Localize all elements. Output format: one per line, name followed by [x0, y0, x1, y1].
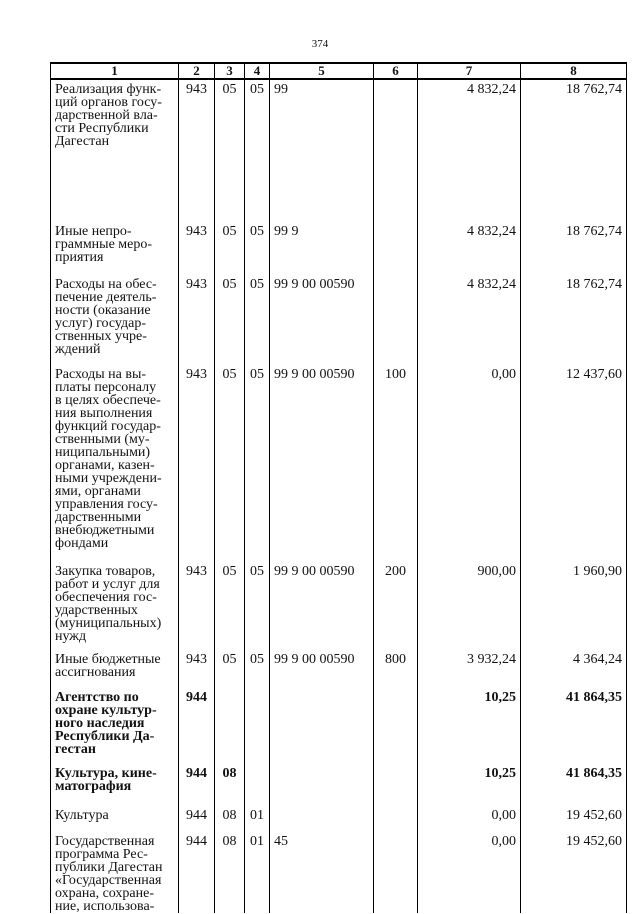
cell-amount-8: 1 960,90: [521, 562, 627, 650]
header-col-6: 6: [374, 63, 418, 79]
header-col-8: 8: [521, 63, 627, 79]
cell-ministry-code: 943: [179, 650, 215, 688]
cell-amount-7: 4 832,24: [418, 79, 521, 222]
cell-target-article: 99 9 00 00590: [270, 275, 374, 365]
cell-amount-8: 18 762,74: [521, 275, 627, 365]
cell-subsection: 01: [245, 832, 270, 913]
cell-expense-type: [374, 275, 418, 365]
cell-subsection: 05: [245, 365, 270, 562]
table-row: [51, 79, 627, 222]
header-col-3: 3: [215, 63, 245, 79]
cell-name: Закупка товаров, работ и услуг для обеспечения гос- ударственных (муниципальных) нужд: [51, 562, 179, 650]
table-row: [51, 806, 627, 832]
table-row: [51, 688, 627, 764]
table-row: [51, 365, 627, 562]
cell-subsection: 05: [245, 222, 270, 275]
cell-subsection: 05: [245, 79, 270, 222]
cell-ministry-code: 944: [179, 806, 215, 832]
cell-ministry-code: 944: [179, 688, 215, 764]
cell-section: 05: [215, 79, 245, 222]
cell-section: 08: [215, 764, 245, 806]
cell-amount-7: 10,25: [418, 764, 521, 806]
cell-expense-type: [374, 764, 418, 806]
cell-ministry-code: 943: [179, 562, 215, 650]
cell-amount-8: 41 864,35: [521, 764, 627, 806]
cell-target-article: 99 9 00 00590: [270, 562, 374, 650]
cell-amount-7: 900,00: [418, 562, 521, 650]
cell-amount-8: 12 437,60: [521, 365, 627, 562]
cell-amount-8: 18 762,74: [521, 79, 627, 222]
cell-amount-7: 0,00: [418, 806, 521, 832]
cell-section: 08: [215, 832, 245, 913]
cell-target-article: [270, 764, 374, 806]
cell-expense-type: [374, 688, 418, 764]
cell-ministry-code: 943: [179, 222, 215, 275]
cell-section: 05: [215, 650, 245, 688]
header-col-7: 7: [418, 63, 521, 79]
cell-expense-type: 200: [374, 562, 418, 650]
cell-name: Иные бюджетные ассигнования: [51, 650, 179, 688]
cell-name: Агентство по охране культур- ного наследия Республики Да- гестан: [51, 688, 179, 764]
cell-target-article: 99 9 00 00590: [270, 650, 374, 688]
table-row: [51, 764, 627, 806]
cell-amount-8: 41 864,35: [521, 688, 627, 764]
cell-ministry-code: 944: [179, 764, 215, 806]
cell-subsection: 05: [245, 275, 270, 365]
cell-name: Культура: [51, 806, 179, 832]
cell-section: 05: [215, 562, 245, 650]
header-col-1: 1: [51, 63, 179, 79]
cell-target-article: 45: [270, 832, 374, 913]
cell-name: Государственная программа Рес- публики Дагестан «Государственная охрана, сохране- ние, использова-: [51, 832, 179, 913]
cell-target-article: [270, 688, 374, 764]
table-row: [51, 562, 627, 650]
cell-subsection: [245, 688, 270, 764]
cell-target-article: [270, 806, 374, 832]
cell-amount-7: 3 932,24: [418, 650, 521, 688]
cell-target-article: 99 9: [270, 222, 374, 275]
cell-amount-8: 19 452,60: [521, 832, 627, 913]
cell-ministry-code: 943: [179, 365, 215, 562]
table-row: [51, 832, 627, 913]
cell-section: 05: [215, 365, 245, 562]
header-col-2: 2: [179, 63, 215, 79]
cell-section: [215, 688, 245, 764]
cell-amount-8: 4 364,24: [521, 650, 627, 688]
cell-expense-type: [374, 222, 418, 275]
table-row: [51, 275, 627, 365]
cell-subsection: [245, 764, 270, 806]
table-row: [51, 650, 627, 688]
header-col-5: 5: [270, 63, 374, 79]
cell-expense-type: 800: [374, 650, 418, 688]
cell-name: Расходы на обес- печение деятель- ности (оказание услуг) государ- ственных учре- ждений: [51, 275, 179, 365]
cell-amount-7: 10,25: [418, 688, 521, 764]
budget-table: [50, 62, 627, 913]
cell-expense-type: [374, 832, 418, 913]
cell-section: 05: [215, 275, 245, 365]
cell-section: 05: [215, 222, 245, 275]
cell-subsection: 05: [245, 562, 270, 650]
cell-name: Культура, кине- матография: [51, 764, 179, 806]
cell-amount-7: 0,00: [418, 365, 521, 562]
cell-ministry-code: 943: [179, 275, 215, 365]
cell-amount-8: 19 452,60: [521, 806, 627, 832]
cell-ministry-code: 944: [179, 832, 215, 913]
page-number: 374: [311, 38, 329, 50]
cell-expense-type: [374, 806, 418, 832]
cell-amount-7: 4 832,24: [418, 222, 521, 275]
cell-subsection: 01: [245, 806, 270, 832]
cell-target-article: 99: [270, 79, 374, 222]
cell-amount-7: 0,00: [418, 832, 521, 913]
cell-subsection: 05: [245, 650, 270, 688]
cell-amount-8: 18 762,74: [521, 222, 627, 275]
header-row: [51, 63, 627, 79]
cell-target-article: 99 9 00 00590: [270, 365, 374, 562]
cell-ministry-code: 943: [179, 79, 215, 222]
cell-name: Расходы на вы- платы персоналу в целях обеспече- ния выполнения функций государ- ственными (му- ниципальными) органами, казен- ными учреждени- ями, органами управления госу- дарственными внебюджетными фондами: [51, 365, 179, 562]
table-row: [51, 222, 627, 275]
cell-expense-type: [374, 79, 418, 222]
cell-amount-7: 4 832,24: [418, 275, 521, 365]
cell-name: Реализация функ- ций органов госу- дарственной вла- сти Республики Дагестан: [51, 79, 179, 222]
header-col-4: 4: [245, 63, 270, 79]
cell-expense-type: 100: [374, 365, 418, 562]
cell-section: 08: [215, 806, 245, 832]
cell-name: Иные непро- граммные меро- приятия: [51, 222, 179, 275]
